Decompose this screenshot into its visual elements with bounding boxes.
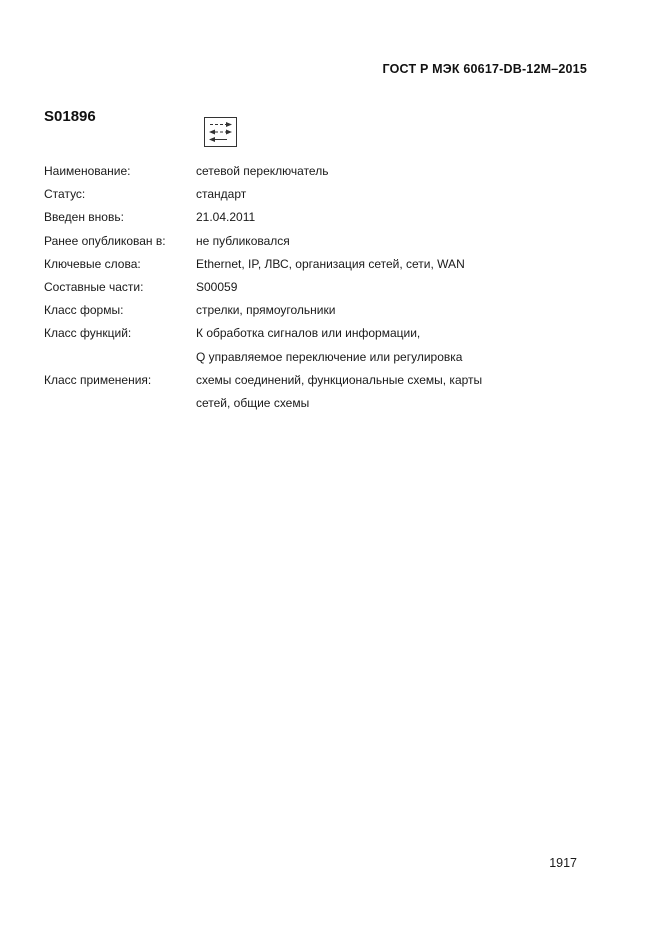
field-value [196,369,604,415]
field-label: Ключевые слова: [44,256,141,271]
field-label: Класс применения: [44,372,152,387]
value-line: 21.04.2011 [196,210,256,225]
field-value [196,253,604,276]
value-line: Q управляемое переключение или регулировка [196,349,463,364]
symbol-id: S01896 [44,108,96,125]
field-row-status [44,183,604,206]
value-line: схемы соединений, функциональные схемы, карты [196,372,483,387]
field-row-shape-class [44,299,604,322]
field-row-introduced [44,206,604,229]
field-label: Статус: [44,187,86,202]
value-line: не публиковался [196,233,290,248]
value-line: К обработка сигналов или информации, [196,326,421,341]
field-label: Ранее опубликован в: [44,233,166,248]
field-value [196,206,604,229]
value-line: сетей, общие схемы [196,396,310,411]
value-line: стрелки, прямоугольники [196,303,336,318]
field-label: Класс функций: [44,326,132,341]
field-label: Наименование: [44,164,131,178]
field-value [196,299,604,322]
field-value [196,276,604,299]
field-value [196,322,604,368]
value-line: сетевой переключатель [196,164,329,178]
standard-reference: ГОСТ Р МЭК 60617-DB-12M–2015 [382,62,587,76]
field-label: Введен вновь: [44,210,124,225]
field-value [196,183,604,206]
field-label: Класс формы: [44,303,124,318]
field-row-components [44,276,604,299]
field-value [196,160,604,183]
value-line: S00059 [196,280,238,295]
field-row-function-class [44,322,604,368]
field-row-name [44,160,604,183]
field-row-previously-published [44,230,604,253]
field-row-application-class [44,369,604,415]
symbol-attributes-table [44,160,604,415]
value-line: Ethernet, IP, ЛВС, организация сетей, сети, WAN [196,256,465,271]
field-label: Составные части: [44,280,144,295]
field-row-keywords [44,253,604,276]
value-line: стандарт [196,187,247,202]
network-switch-symbol-icon [204,117,237,147]
field-value [196,230,604,253]
page-number: 1917 [549,856,577,870]
